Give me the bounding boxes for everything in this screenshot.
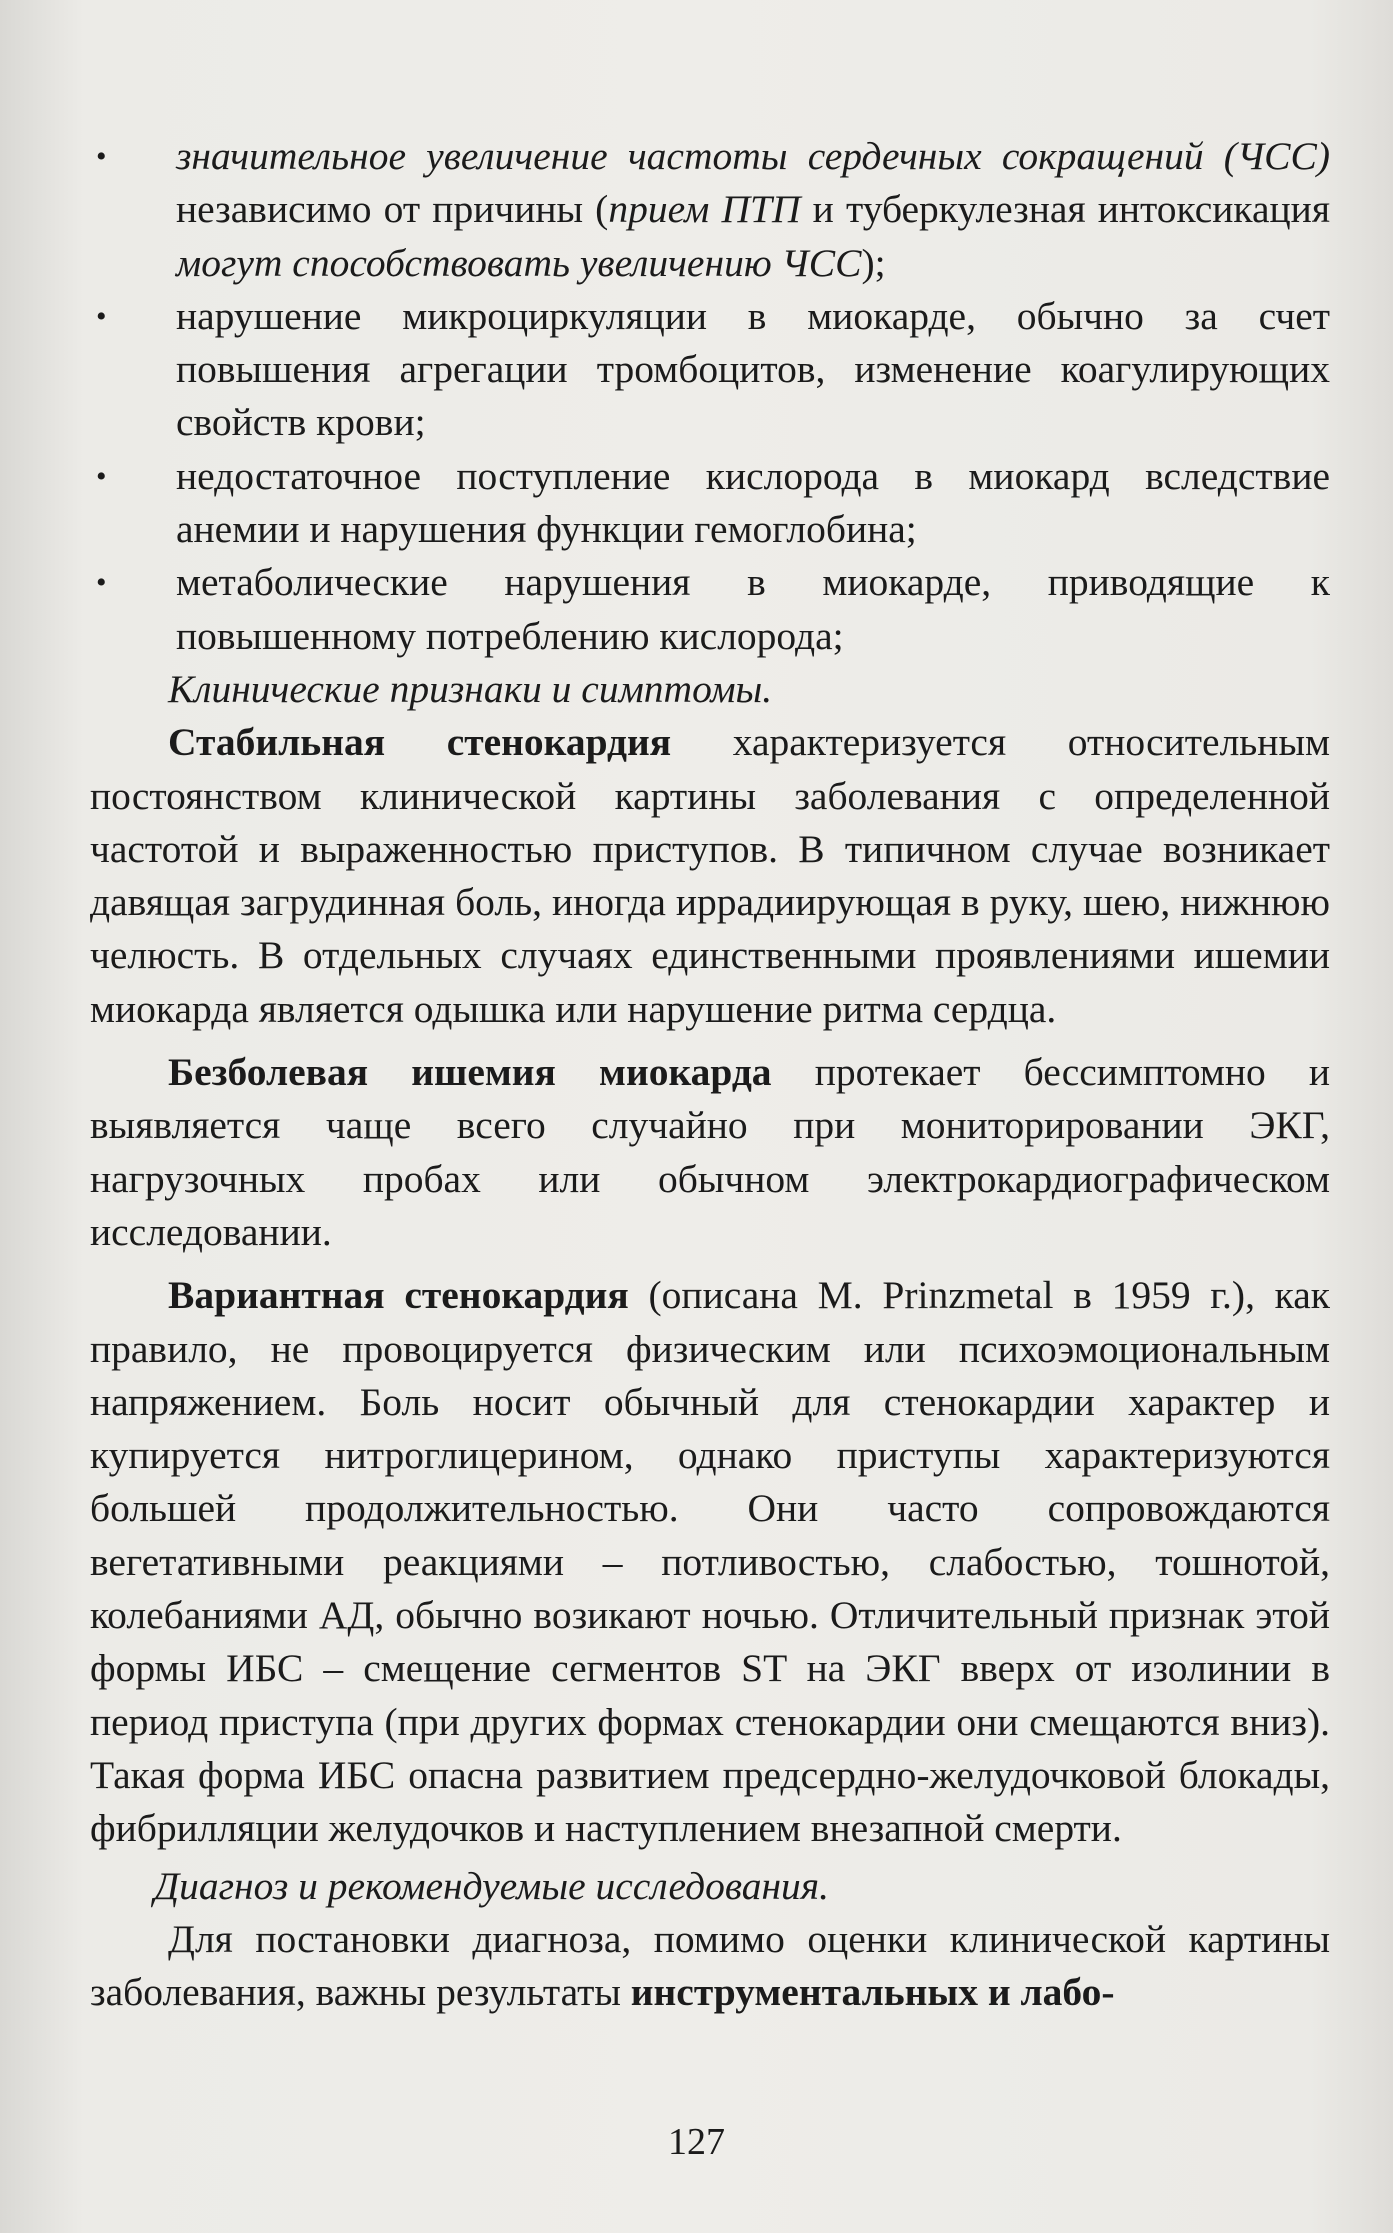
bullet-icon: • — [96, 459, 107, 493]
list-item-text: нарушение микроциркуляции в миокарде, обычно за счет повышения агрегации тромбоцитов, изменение коагулирующих свойств крови; — [176, 293, 1330, 445]
list-item-text: ); — [861, 240, 886, 285]
list-item — [90, 130, 1330, 290]
term-heading: инструментальных и лабо- — [630, 1970, 1115, 2015]
emphasis-text: прием ПТП — [608, 187, 801, 232]
bullet-icon: • — [96, 140, 107, 173]
page-number: 127 — [668, 2121, 725, 2163]
page-body — [90, 130, 1330, 2019]
section-heading-diagnosis: Диагноз и рекомендуемые исследования. — [154, 1863, 830, 1908]
list-item — [90, 290, 1330, 450]
paragraph-silent-ischemia — [90, 1046, 1330, 1259]
list-item-text: независимо от причины ( — [176, 187, 609, 232]
list-item-text: и туберкулезная интоксикация — [800, 187, 1330, 232]
paragraph-variant-angina — [90, 1269, 1330, 1855]
paragraph-text: характеризуется относительным постоянством клинической картины заболевания с определенной частотой и выраженностью приступов. В типичном случае возникает давящая загрудинная боль, иногда иррадиирующая в руку, шею, нижнюю челюсть. В отдельных случаях единственными проявлениями ишемии миокарда является одышка или нарушение ритма сердца. — [90, 720, 1330, 1031]
list-item-text: недостаточное поступление кислорода в миокард вследствие анемии и нарушения функции гемоглобина; — [176, 453, 1330, 552]
emphasis-text: значительное увеличение частоты сердечных сокращений (ЧСС) — [176, 134, 1330, 178]
paragraph-text: (описана M. Prinzmetal в 1959 г.), как правило, не провоцируется физическим или психоэмоциональным напряжением. Боль носит обычный для стенокардии характер и купируется нитроглицерином, однако приступы характеризуются большей продолжительностью. Они часто сопровождаются вегетативными реакциями – потливостью, слабостью, тошнотой, колебаниями АД, обычно возикают ночью. Отличительный признак этой формы ИБС – смещение сегментов ST на ЭКГ вверх от изолинии в период приступа (при других формах стенокардии они смещаются вниз). Такая форма ИБС опасна развитием предсердно-желудочковой блокады, фибрилляции желудочков и наступлением внезапной смерти. — [90, 1273, 1330, 1851]
list-item — [90, 450, 1330, 557]
term-heading: Стабильная стенокардия — [168, 720, 672, 765]
paragraph-diagnosis — [90, 1913, 1330, 2020]
list-item-text: метаболические нарушения в миокарде, приводящие к повышенному потреблению кислорода; — [176, 560, 1330, 658]
risk-factor-list — [90, 130, 1330, 663]
term-heading: Безболевая ишемия миокарда — [168, 1050, 772, 1095]
paragraph-text: Для постановки диагноза, помимо оценки клинической картины заболевания, важны результаты — [90, 1916, 1330, 2015]
emphasis-text: могут способствовать увеличению ЧСС — [176, 240, 862, 285]
paragraph-text: протекает бессимптомно и выявляется чаще всего случайно при мониторировании ЭКГ, нагрузочных пробах или обычном электрокардиографическом исследовании. — [90, 1050, 1330, 1254]
paragraph-stable-angina — [90, 716, 1330, 1036]
bullet-icon: • — [96, 566, 107, 600]
term-heading: Вариантная стенокардия — [168, 1273, 629, 1318]
section-heading-clinical: Клинические признаки и симптомы. — [168, 666, 773, 711]
list-item — [90, 556, 1330, 663]
bullet-icon: • — [96, 299, 107, 333]
